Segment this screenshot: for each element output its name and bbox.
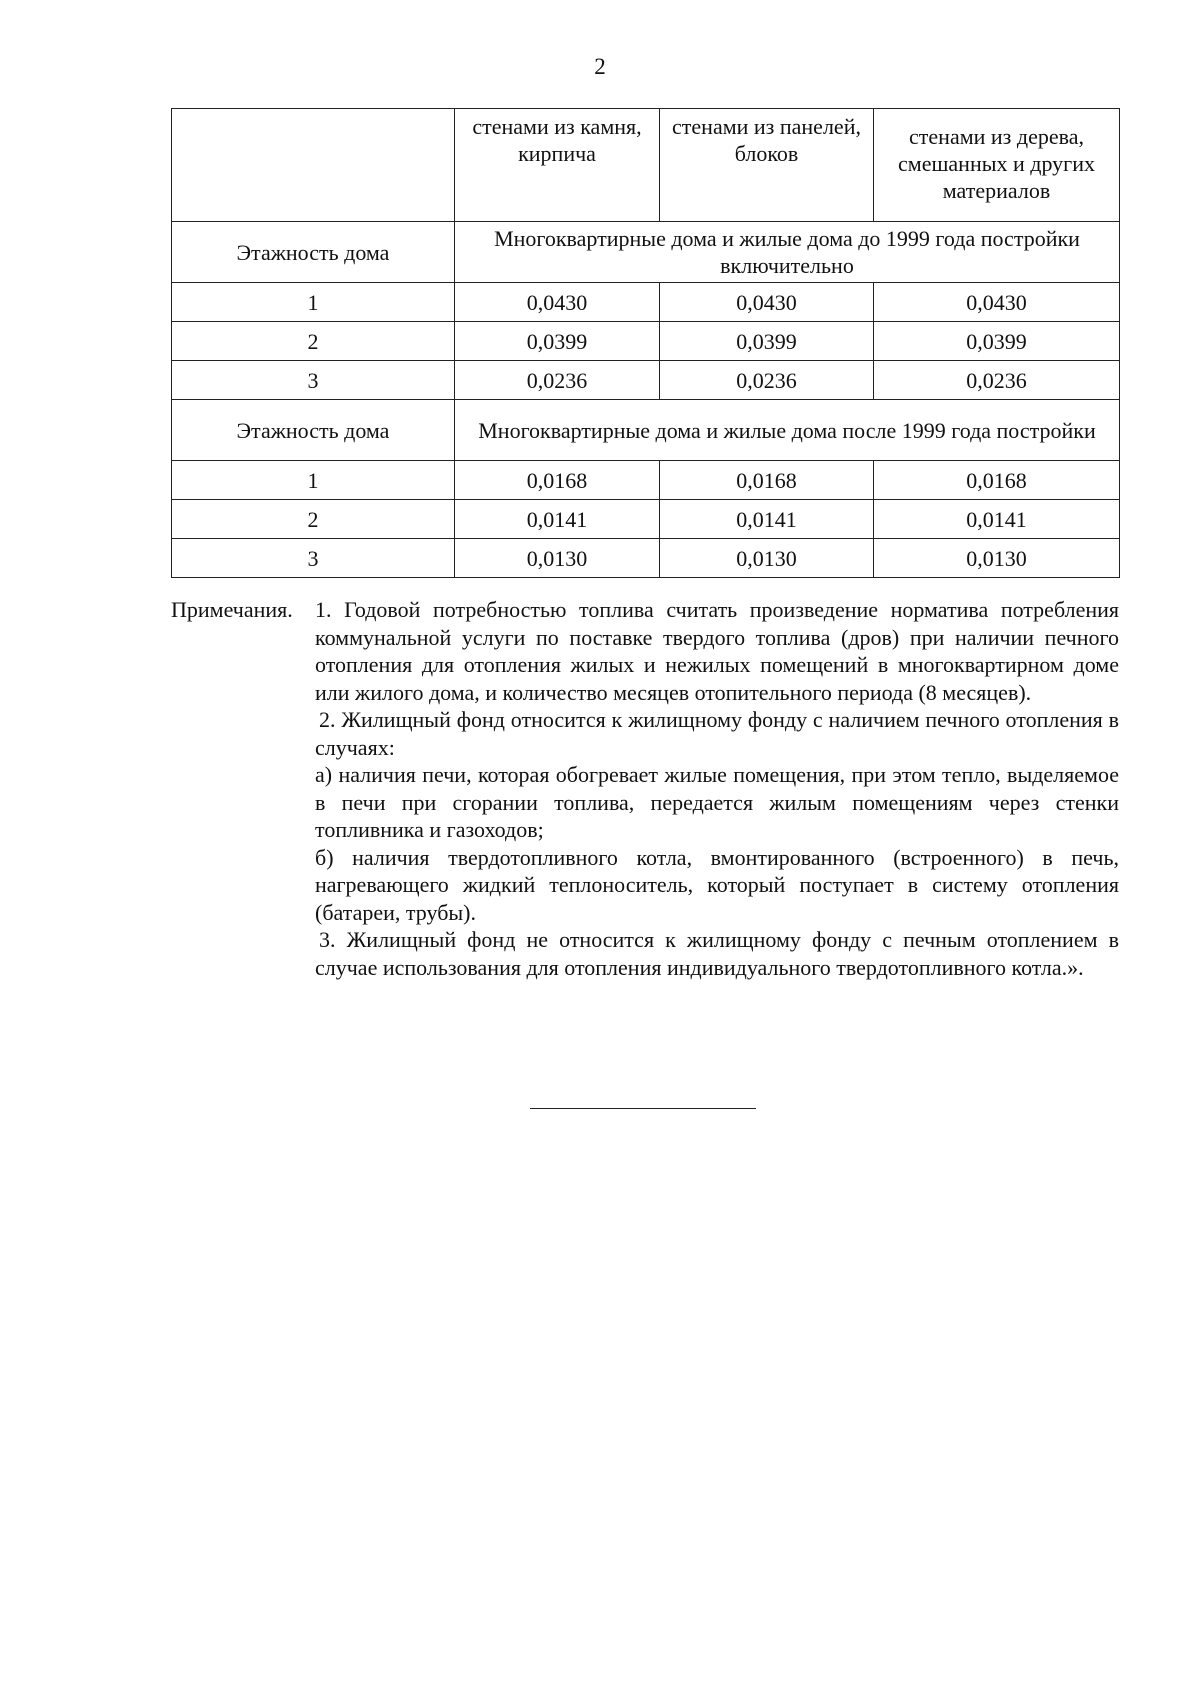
end-divider [530, 1108, 756, 1109]
header-cell-empty [172, 109, 455, 222]
notes-body [315, 596, 1119, 981]
value-cell: 0,0236 [660, 361, 874, 400]
section-title: Многоквартирные дома и жилые дома до 1999 года постройки включительно [455, 222, 1120, 283]
floors-cell: 3 [172, 539, 455, 578]
section-title: Многоквартирные дома и жилые дома после 1999 года постройки [455, 400, 1120, 461]
value-cell: 0,0168 [874, 461, 1120, 500]
note-paragraph-2b: б) наличия твердотопливного котла, вмонтированного (встроенного) в печь, нагревающего жидкий теплоноситель, который поступает в систему отопления (батареи, трубы). [315, 844, 1119, 925]
table-row [172, 322, 1120, 361]
table-row [172, 361, 1120, 400]
notes-label: Примечания. [171, 597, 293, 622]
section-row-post-1999 [172, 400, 1120, 461]
table-row [172, 283, 1120, 322]
note-paragraph-3: 3. Жилищный фонд не относится к жилищному фонду с печным отоплением в случае использования для отопления индивидуального твердотопливного котла.». [315, 927, 1119, 980]
floors-cell: 1 [172, 283, 455, 322]
floors-cell: 3 [172, 361, 455, 400]
value-cell: 0,0130 [874, 539, 1120, 578]
value-cell: 0,0141 [455, 500, 660, 539]
value-cell: 0,0130 [660, 539, 874, 578]
note-paragraph-2: 2. Жилищный фонд относится к жилищному фонду с наличием печного отопления в случаях: [315, 707, 1119, 760]
section-row-pre-1999 [172, 222, 1120, 283]
value-cell: 0,0130 [455, 539, 660, 578]
value-cell: 0,0430 [660, 283, 874, 322]
value-cell: 0,0399 [874, 322, 1120, 361]
note-paragraph-1: 1. Годовой потребностью топлива считать произведение норматива потребления коммунальной услуги по поставке твердого топлива (дров) при наличии печного отопления для отопления жилых и нежилых помещений в многоквартирном доме или жилого дома, и количество месяцев отопительного периода (8 месяцев). [315, 597, 1119, 705]
header-cell-wood-mixed: стенами из дерева, смешанных и других материалов [874, 109, 1120, 222]
value-cell: 0,0430 [455, 283, 660, 322]
section-label: Этажность дома [172, 400, 455, 461]
norms-table [171, 108, 1120, 578]
value-cell: 0,0168 [455, 461, 660, 500]
floors-cell: 2 [172, 322, 455, 361]
value-cell: 0,0168 [660, 461, 874, 500]
floors-cell: 1 [172, 461, 455, 500]
value-cell: 0,0399 [660, 322, 874, 361]
table-header-row [172, 109, 1120, 222]
floors-cell: 2 [172, 500, 455, 539]
page-number: 2 [594, 54, 606, 79]
table-row [172, 539, 1120, 578]
section-label: Этажность дома [172, 222, 455, 283]
header-cell-panels-blocks: стенами из панелей, блоков [660, 109, 874, 222]
table-row [172, 461, 1120, 500]
table-row [172, 500, 1120, 539]
note-paragraph-2a: а) наличия печи, которая обогревает жилые помещения, при этом тепло, выделяемое в печи при сгорании топлива, передается жилым помещениям через стенки топливника и газоходов; [315, 762, 1119, 842]
value-cell: 0,0236 [455, 361, 660, 400]
value-cell: 0,0430 [874, 283, 1120, 322]
value-cell: 0,0141 [660, 500, 874, 539]
header-cell-stone-brick: стенами из камня, кирпича [455, 109, 660, 222]
value-cell: 0,0141 [874, 500, 1120, 539]
value-cell: 0,0399 [455, 322, 660, 361]
value-cell: 0,0236 [874, 361, 1120, 400]
